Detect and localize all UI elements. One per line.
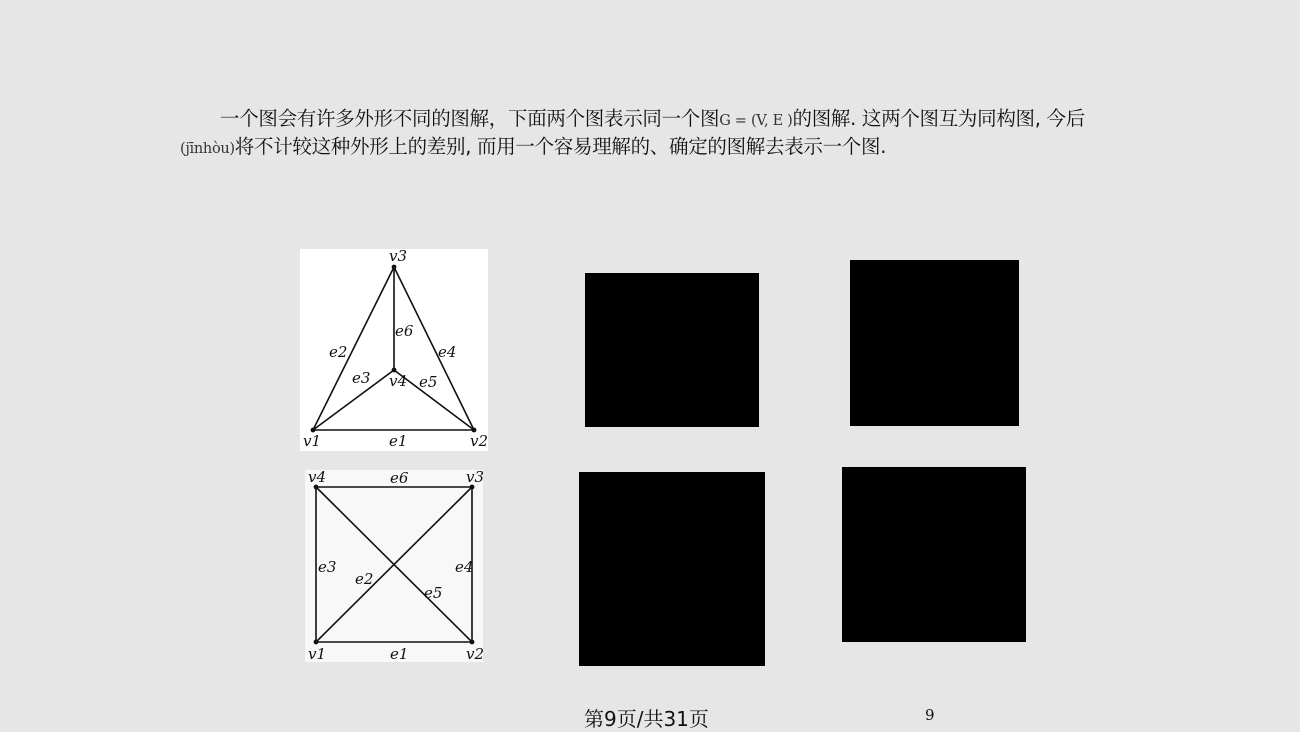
page-footer-label: 第9页/共31页 xyxy=(584,707,709,731)
label-e3: e3 xyxy=(352,369,371,387)
label-v1: v1 xyxy=(308,645,327,662)
vertex-v2 xyxy=(470,640,475,645)
triangle-graph-svg xyxy=(300,249,488,451)
page-number: 9 xyxy=(925,706,935,724)
vertex-v1 xyxy=(314,640,319,645)
image-placeholder-4 xyxy=(842,467,1026,642)
paragraph-part3: 将不计较这种外形上的差别, 而用一个容易理解的、确定的图解去表示一个图. xyxy=(234,135,887,158)
label-e2: e2 xyxy=(355,570,374,588)
square-graph-figure xyxy=(305,470,483,662)
label-e5: e5 xyxy=(419,373,438,391)
edge-e2 xyxy=(313,267,394,430)
label-v3: v3 xyxy=(389,249,408,265)
label-e1: e1 xyxy=(389,432,408,450)
paragraph-part1: 一个图会有许多外形不同的图解，下面两个图表示同一个图 xyxy=(220,107,720,130)
label-e5: e5 xyxy=(424,584,443,602)
image-placeholder-1 xyxy=(585,273,759,427)
label-e6: e6 xyxy=(395,322,414,340)
label-e6: e6 xyxy=(390,470,409,487)
label-e4: e4 xyxy=(455,558,474,576)
body-paragraph xyxy=(180,106,1100,162)
edge-e4 xyxy=(394,267,474,430)
label-e3: e3 xyxy=(318,558,337,576)
label-e1: e1 xyxy=(390,645,409,662)
graph-formula: G = (V, E ) xyxy=(719,113,793,129)
pinyin-annotation: (jīnhòu) xyxy=(180,141,235,157)
paragraph-part2: 的图解. 这两个图互为同构图, 今后 xyxy=(792,107,1085,130)
image-placeholder-2 xyxy=(850,260,1019,426)
label-v2: v2 xyxy=(466,645,483,662)
triangle-graph-figure xyxy=(300,249,488,451)
square-graph-svg xyxy=(305,470,483,662)
label-v3: v3 xyxy=(466,470,483,486)
label-v4: v4 xyxy=(389,372,408,390)
label-e2: e2 xyxy=(329,343,348,361)
label-e4: e4 xyxy=(438,343,457,361)
label-v1: v1 xyxy=(303,432,322,450)
image-placeholder-3 xyxy=(579,472,765,666)
vertex-v3 xyxy=(392,265,397,270)
label-v2: v2 xyxy=(470,432,488,450)
label-v4: v4 xyxy=(308,470,327,486)
